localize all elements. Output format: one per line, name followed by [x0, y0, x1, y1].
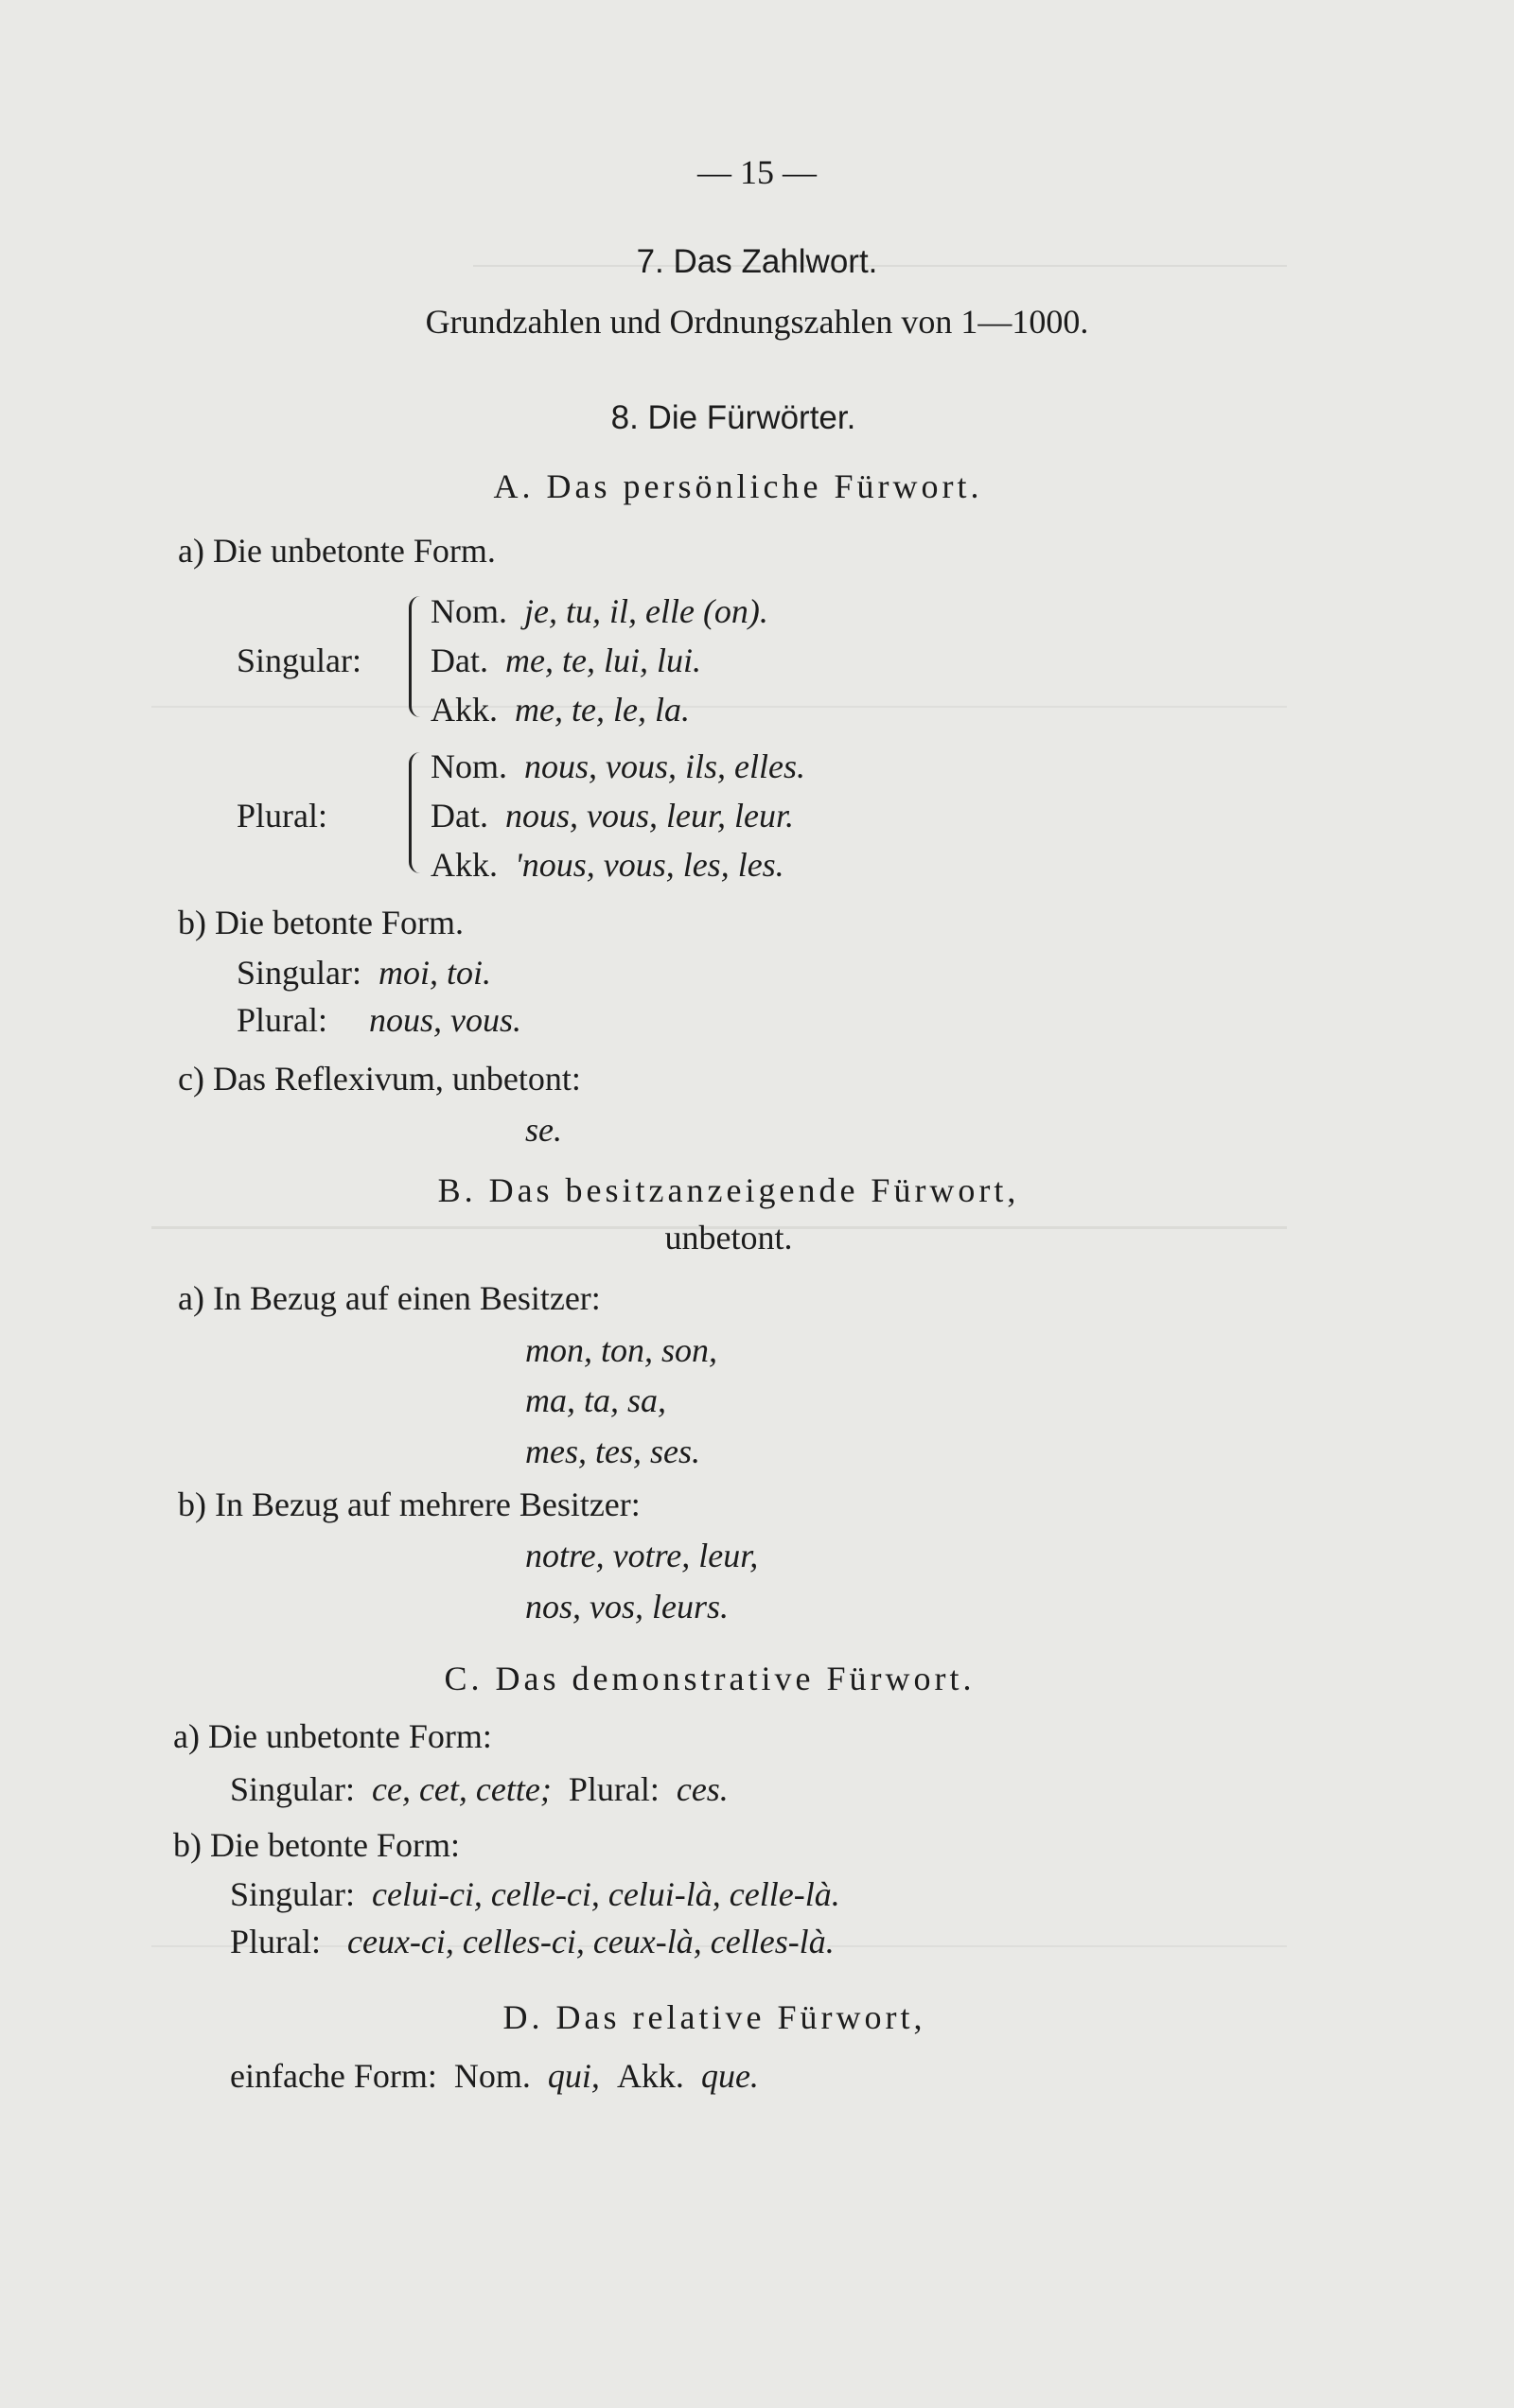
many-owners-forms: notre, votre, leur, — [525, 1537, 759, 1574]
demonstrative-betonte-heading: b) Die betonte Form: — [173, 1826, 460, 1864]
singular-nom-row — [431, 590, 768, 632]
pronoun-forms: moi, toi. — [378, 954, 492, 992]
singular-label: Singular: — [230, 1875, 355, 1913]
one-owner-forms: ma, ta, sa, — [525, 1381, 667, 1419]
bleed-through-decoration — [151, 700, 1287, 708]
pronoun-forms: celui-ci, celle-ci, celui-là, celle-là. — [372, 1875, 840, 1913]
demonstrative-betonte-plural-row — [230, 1921, 835, 1962]
pronoun-forms: ces. — [676, 1770, 729, 1808]
section-7-text: Grundzahlen und Ordnungszahlen von 1—1000. — [425, 303, 1089, 341]
case-label: Dat. — [431, 642, 488, 679]
plural-nom-row — [431, 746, 805, 787]
plural-label: Plural: — [568, 1770, 660, 1808]
pronoun-forms: nous, vous. — [369, 1001, 521, 1039]
pronoun-forms: me, te, lui, lui. — [504, 642, 701, 679]
section-8b-subtitle: unbetont. — [664, 1219, 793, 1257]
pronoun-forms: ceux-ci, celles-ci, ceux-là, celles-là. — [347, 1923, 835, 1960]
many-owners-heading: b) In Bezug auf mehrere Besitzer: — [178, 1485, 641, 1523]
pronoun-forms: je, tu, il, elle (on). — [524, 592, 768, 630]
case-label: Dat. — [431, 797, 488, 835]
pronoun-forms: nous, vous, ils, elles. — [524, 747, 805, 785]
case-label: Nom. — [431, 747, 507, 785]
reflexivum-heading: c) Das Reflexivum, unbetont: — [178, 1060, 581, 1098]
singular-dat-row — [431, 640, 701, 681]
plural-label: Plural: — [237, 797, 327, 835]
section-8b-title: B. Das besitzanzeigende Fürwort, — [437, 1171, 1020, 1209]
plural-akk-row — [431, 844, 784, 886]
case-label: Nom. — [453, 2057, 531, 2095]
page-number: — 15 — — [697, 153, 817, 191]
singular-akk-row — [431, 689, 690, 730]
demonstrative-unbetonte-heading: a) Die unbetonte Form: — [173, 1717, 492, 1755]
singular-label: Singular: — [237, 954, 361, 992]
singular-label: Singular: — [230, 1770, 355, 1808]
plural-dat-row — [431, 795, 794, 836]
case-label: Akk. — [431, 846, 498, 884]
one-owner-forms: mon, ton, son, — [525, 1331, 718, 1369]
section-8a-title: A. Das persönliche Fürwort. — [493, 467, 983, 505]
section-8c-title: C. Das demonstrative Fürwort. — [444, 1660, 976, 1697]
singular-label: Singular: — [237, 642, 361, 679]
relative-pronoun-row — [230, 2055, 759, 2097]
singular-brace — [409, 596, 423, 717]
reflexivum-form: se. — [525, 1111, 562, 1149]
pronoun-forms: qui, — [547, 2057, 600, 2095]
one-owner-heading: a) In Bezug auf einen Besitzer: — [178, 1279, 601, 1317]
case-label: Nom. — [431, 592, 507, 630]
one-owner-forms: mes, tes, ses. — [525, 1432, 700, 1470]
section-7-title: 7. Das Zahlwort. — [636, 243, 878, 280]
betonte-plural-row — [237, 999, 521, 1041]
case-label: Akk. — [616, 2057, 684, 2095]
demonstrative-unbetonte-row — [230, 1768, 729, 1810]
pronoun-forms: ce, cet, cette; — [372, 1770, 552, 1808]
unbetonte-form-heading: a) Die unbetonte Form. — [178, 532, 496, 570]
pronoun-forms: me, te, le, la. — [515, 691, 690, 729]
betonte-singular-row — [237, 952, 491, 993]
plural-label: Plural: — [237, 1001, 327, 1039]
plural-label: Plural: — [230, 1923, 321, 1960]
demonstrative-betonte-singular-row — [230, 1873, 840, 1915]
case-label: Akk. — [431, 691, 498, 729]
plural-brace — [409, 752, 423, 873]
section-8d-title: D. Das relative Fürwort, — [502, 1998, 926, 2036]
pronoun-forms: nous, vous, leur, leur. — [504, 797, 794, 835]
many-owners-forms: nos, vos, leurs. — [525, 1588, 729, 1626]
betonte-form-heading: b) Die betonte Form. — [178, 904, 464, 941]
pronoun-forms: 'nous, vous, les, les. — [515, 846, 784, 884]
simple-form-label: einfache Form: — [230, 2057, 437, 2095]
section-8-title: 8. Die Fürwörter. — [610, 399, 856, 436]
pronoun-forms: que. — [700, 2057, 759, 2095]
